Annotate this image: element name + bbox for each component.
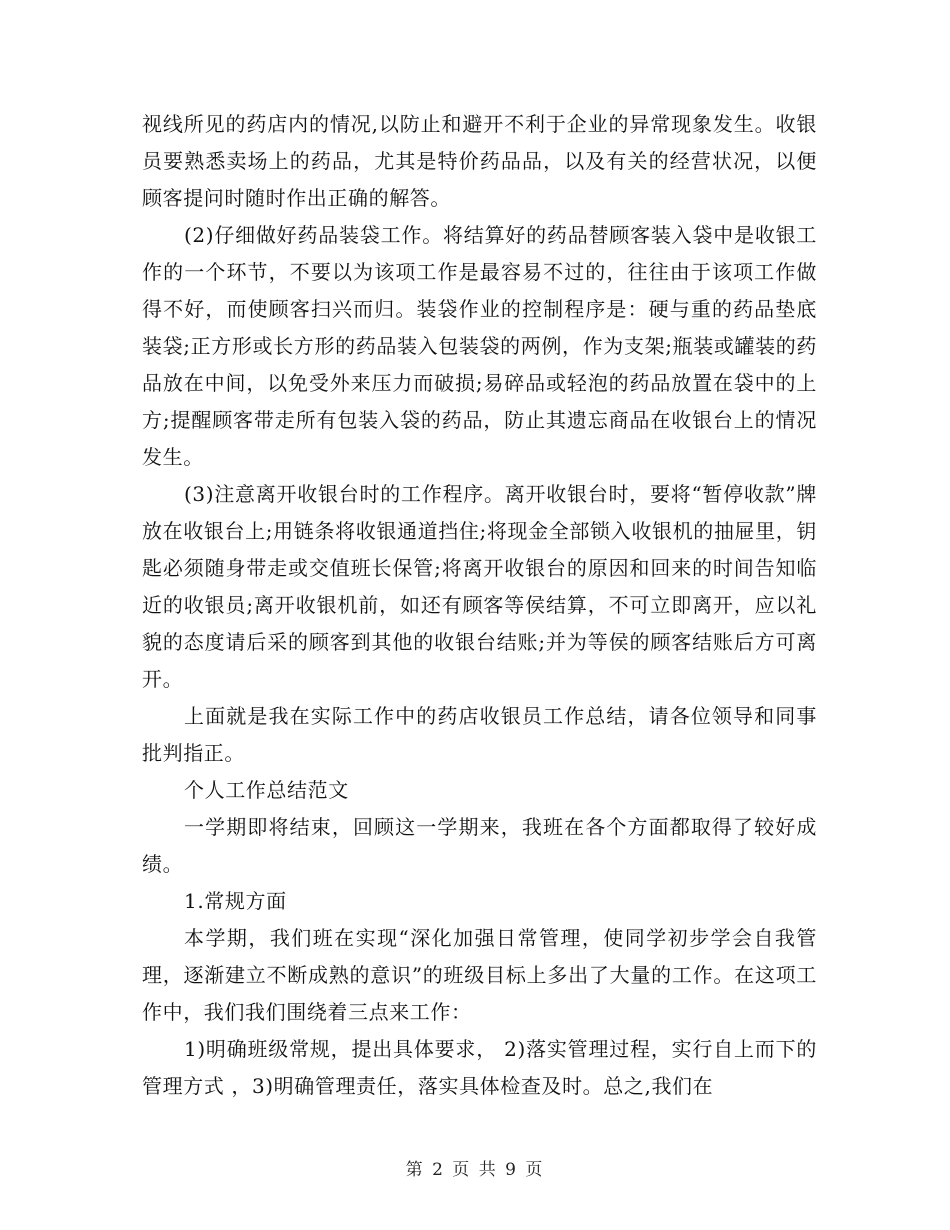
paragraph-1: 视线所见的药店内的情况,以防止和避开不利于企业的异常现象发生。收银员要熟悉卖场上的药品，尤其是特价药品品，以及有关的经营状况，以便顾客提问时随时作出正确的解答。 [142, 112, 817, 210]
paragraph-6: 本学期，我们班在实现“深化加强日常管理，使同学初步学会自我管理，逐渐建立不断成熟的意识”的班级目标上多出了大量的工作。在这项工作中，我们我们围绕着三点来工作： [142, 926, 817, 1024]
section-title: 个人工作总结范文 [184, 778, 349, 802]
paragraph-5: 一学期即将结束，回顾这一学期来，我班在各个方面都取得了较好成绩。 [142, 815, 817, 876]
paragraph-2: (2)仔细做好药品装袋工作。将结算好的药品替顾客装入袋中是收银工作的一个环节，不要以为该项工作是最容易不过的，往往由于该项工作做得不好，而使顾客扫兴而归。装袋作业的控制程序是：硬与重的药品垫底装袋;正方形或长方形的药品装入包装袋的两例，作为支架;瓶装或罐装的药品放在中间，以免受外来压力而破损;易碎品或轻泡的药品放置在袋中的上方;提醒顾客带走所有包装入袋的药品，防止其遗忘商品在收银台上的情况发生。 [142, 223, 817, 469]
paragraph-7: 1)明确班级常规，提出具体要求， 2)落实管理过程，实行自上而下的管理方式 ，3)明确管理责任，落实具体检查及时。总之,我们在 [142, 1037, 817, 1098]
subsection-heading: 1.常规方面 [184, 889, 287, 913]
page-number: 第 2 页 共 9 页 [405, 1160, 545, 1180]
paragraph-3: (3)注意离开收银台时的工作程序。离开收银台时，要将“暂停收款”牌放在收银台上;用链条将收银通道挡住;将现金全部锁入收银机的抽屉里，钥匙必须随身带走或交值班长保管;将离开收银台的原因和回来的时间告知临近的收银员;离开收银机前，如还有顾客等侯结算，不可立即离开，应以礼貌的态度请后采的顾客到其他的收银台结账;并为等侯的顾客结账后方可离开。 [142, 482, 817, 691]
document-body [142, 106, 817, 1105]
paragraph-4: 上面就是我在实际工作中的药店收银员工作总结，请各位领导和同事批判指正。 [142, 704, 817, 765]
